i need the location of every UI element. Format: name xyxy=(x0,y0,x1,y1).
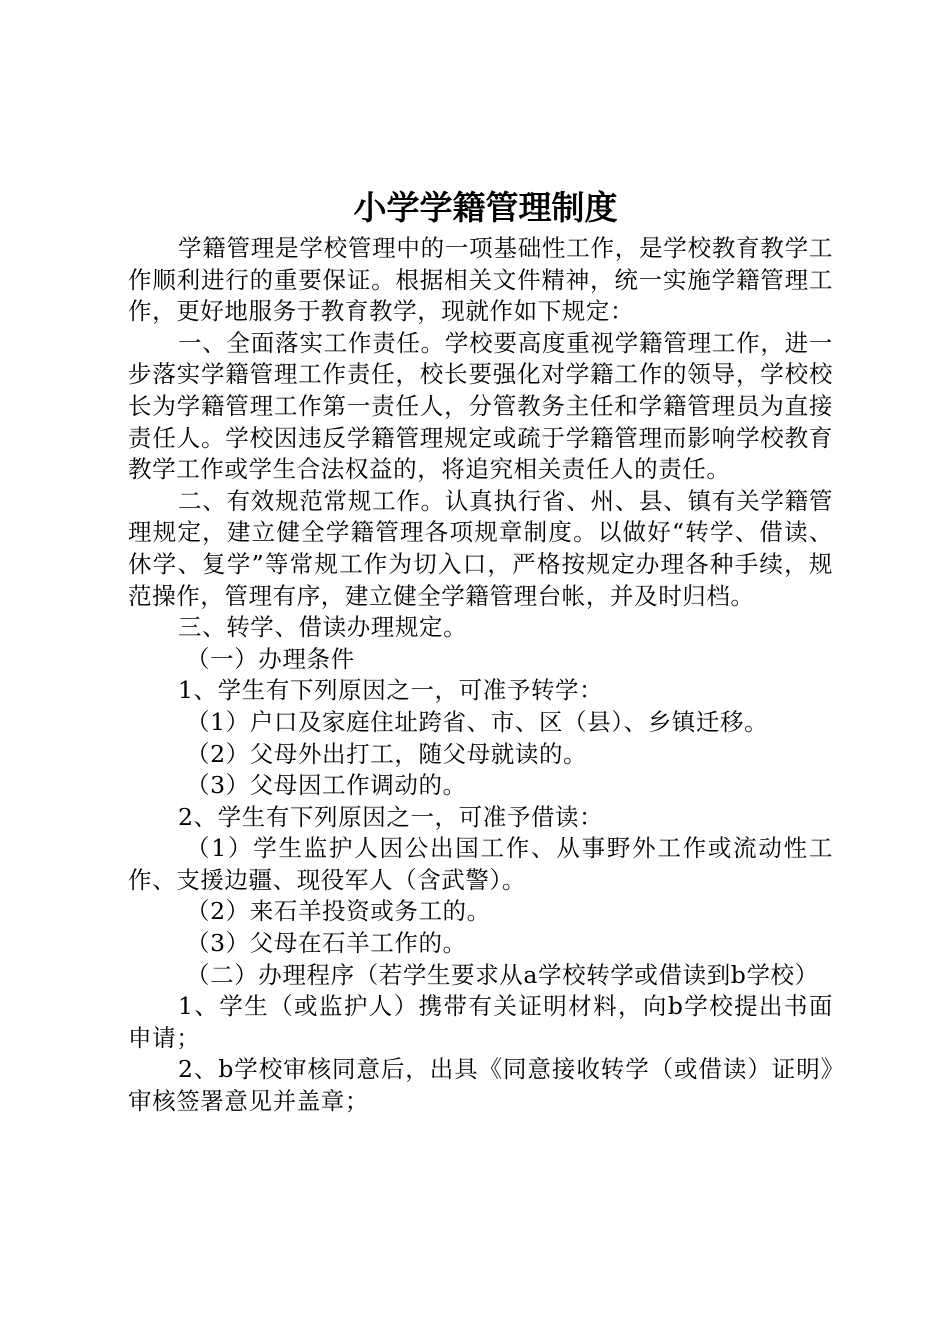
transfer-condition-1: （1）户口及家庭住址跨省、市、区（县）、乡镇迁移。 xyxy=(186,707,769,736)
intro-paragraph: 学籍管理是学校管理中的一项基础性工作，是学校教育教学工作顺利进行的重要保证。根据相关文件精神，统一实施学籍管理工作，更好地服务于教育教学，现就作如下规定： xyxy=(128,234,833,326)
section-2-paragraph: 二、有效规范常规工作。认真执行省、州、县、镇有关学籍管理规定，建立健全学籍管理各项规章制度。以做好“转学、借读、休学、复学”等常规工作为切入口，严格按规定办理各种手续，规范操作，管理有序，建立健全学籍管理台帐，并及时归档。 xyxy=(128,486,833,610)
transfer-condition-3: （3）父母因工作调动的。 xyxy=(186,771,467,800)
section-3-heading: 三、转学、借读办理规定。 xyxy=(178,613,468,642)
procedure-step-2: 2、b学校审核同意后，出具《同意接收转学（或借读）证明》审核签署意见并盖章； xyxy=(128,1055,833,1116)
borrow-condition-2: （2）来石羊投资或务工的。 xyxy=(186,897,491,926)
borrow-conditions-heading: 2、学生有下列原因之一，可准予借读： xyxy=(178,802,604,831)
borrow-condition-1: （1）学生监护人因公出国工作、从事野外工作或流动性工作、支援边疆、现役军人（含武警）。 xyxy=(128,834,833,894)
subsection-1-heading: （一）办理条件 xyxy=(186,644,355,673)
subsection-2-heading: （二）办理程序（若学生要求从a学校转学或借读到b学校） xyxy=(186,960,819,989)
document-page xyxy=(128,183,833,1118)
document-title: 小学学籍管理制度 xyxy=(353,188,618,227)
transfer-condition-2: （2）父母外出打工，随父母就读的。 xyxy=(186,739,588,768)
borrow-condition-3: （3）父母在石羊工作的。 xyxy=(186,929,467,958)
transfer-conditions-heading: 1、学生有下列原因之一，可准予转学： xyxy=(178,676,604,705)
section-1-paragraph: 一、全面落实工作责任。学校要高度重视学籍管理工作，进一步落实学籍管理工作责任，校长要强化对学籍工作的领导，学校校长为学籍管理工作第一责任人，分管教务主任和学籍管理员为直接责任人。学校因违反学籍管理规定或疏于学籍管理而影响学校教育教学工作或学生合法权益的，将追究相关责任人的责任。 xyxy=(128,328,833,484)
procedure-step-1: 1、学生（或监护人）携带有关证明材料，向b学校提出书面申请； xyxy=(128,992,833,1052)
